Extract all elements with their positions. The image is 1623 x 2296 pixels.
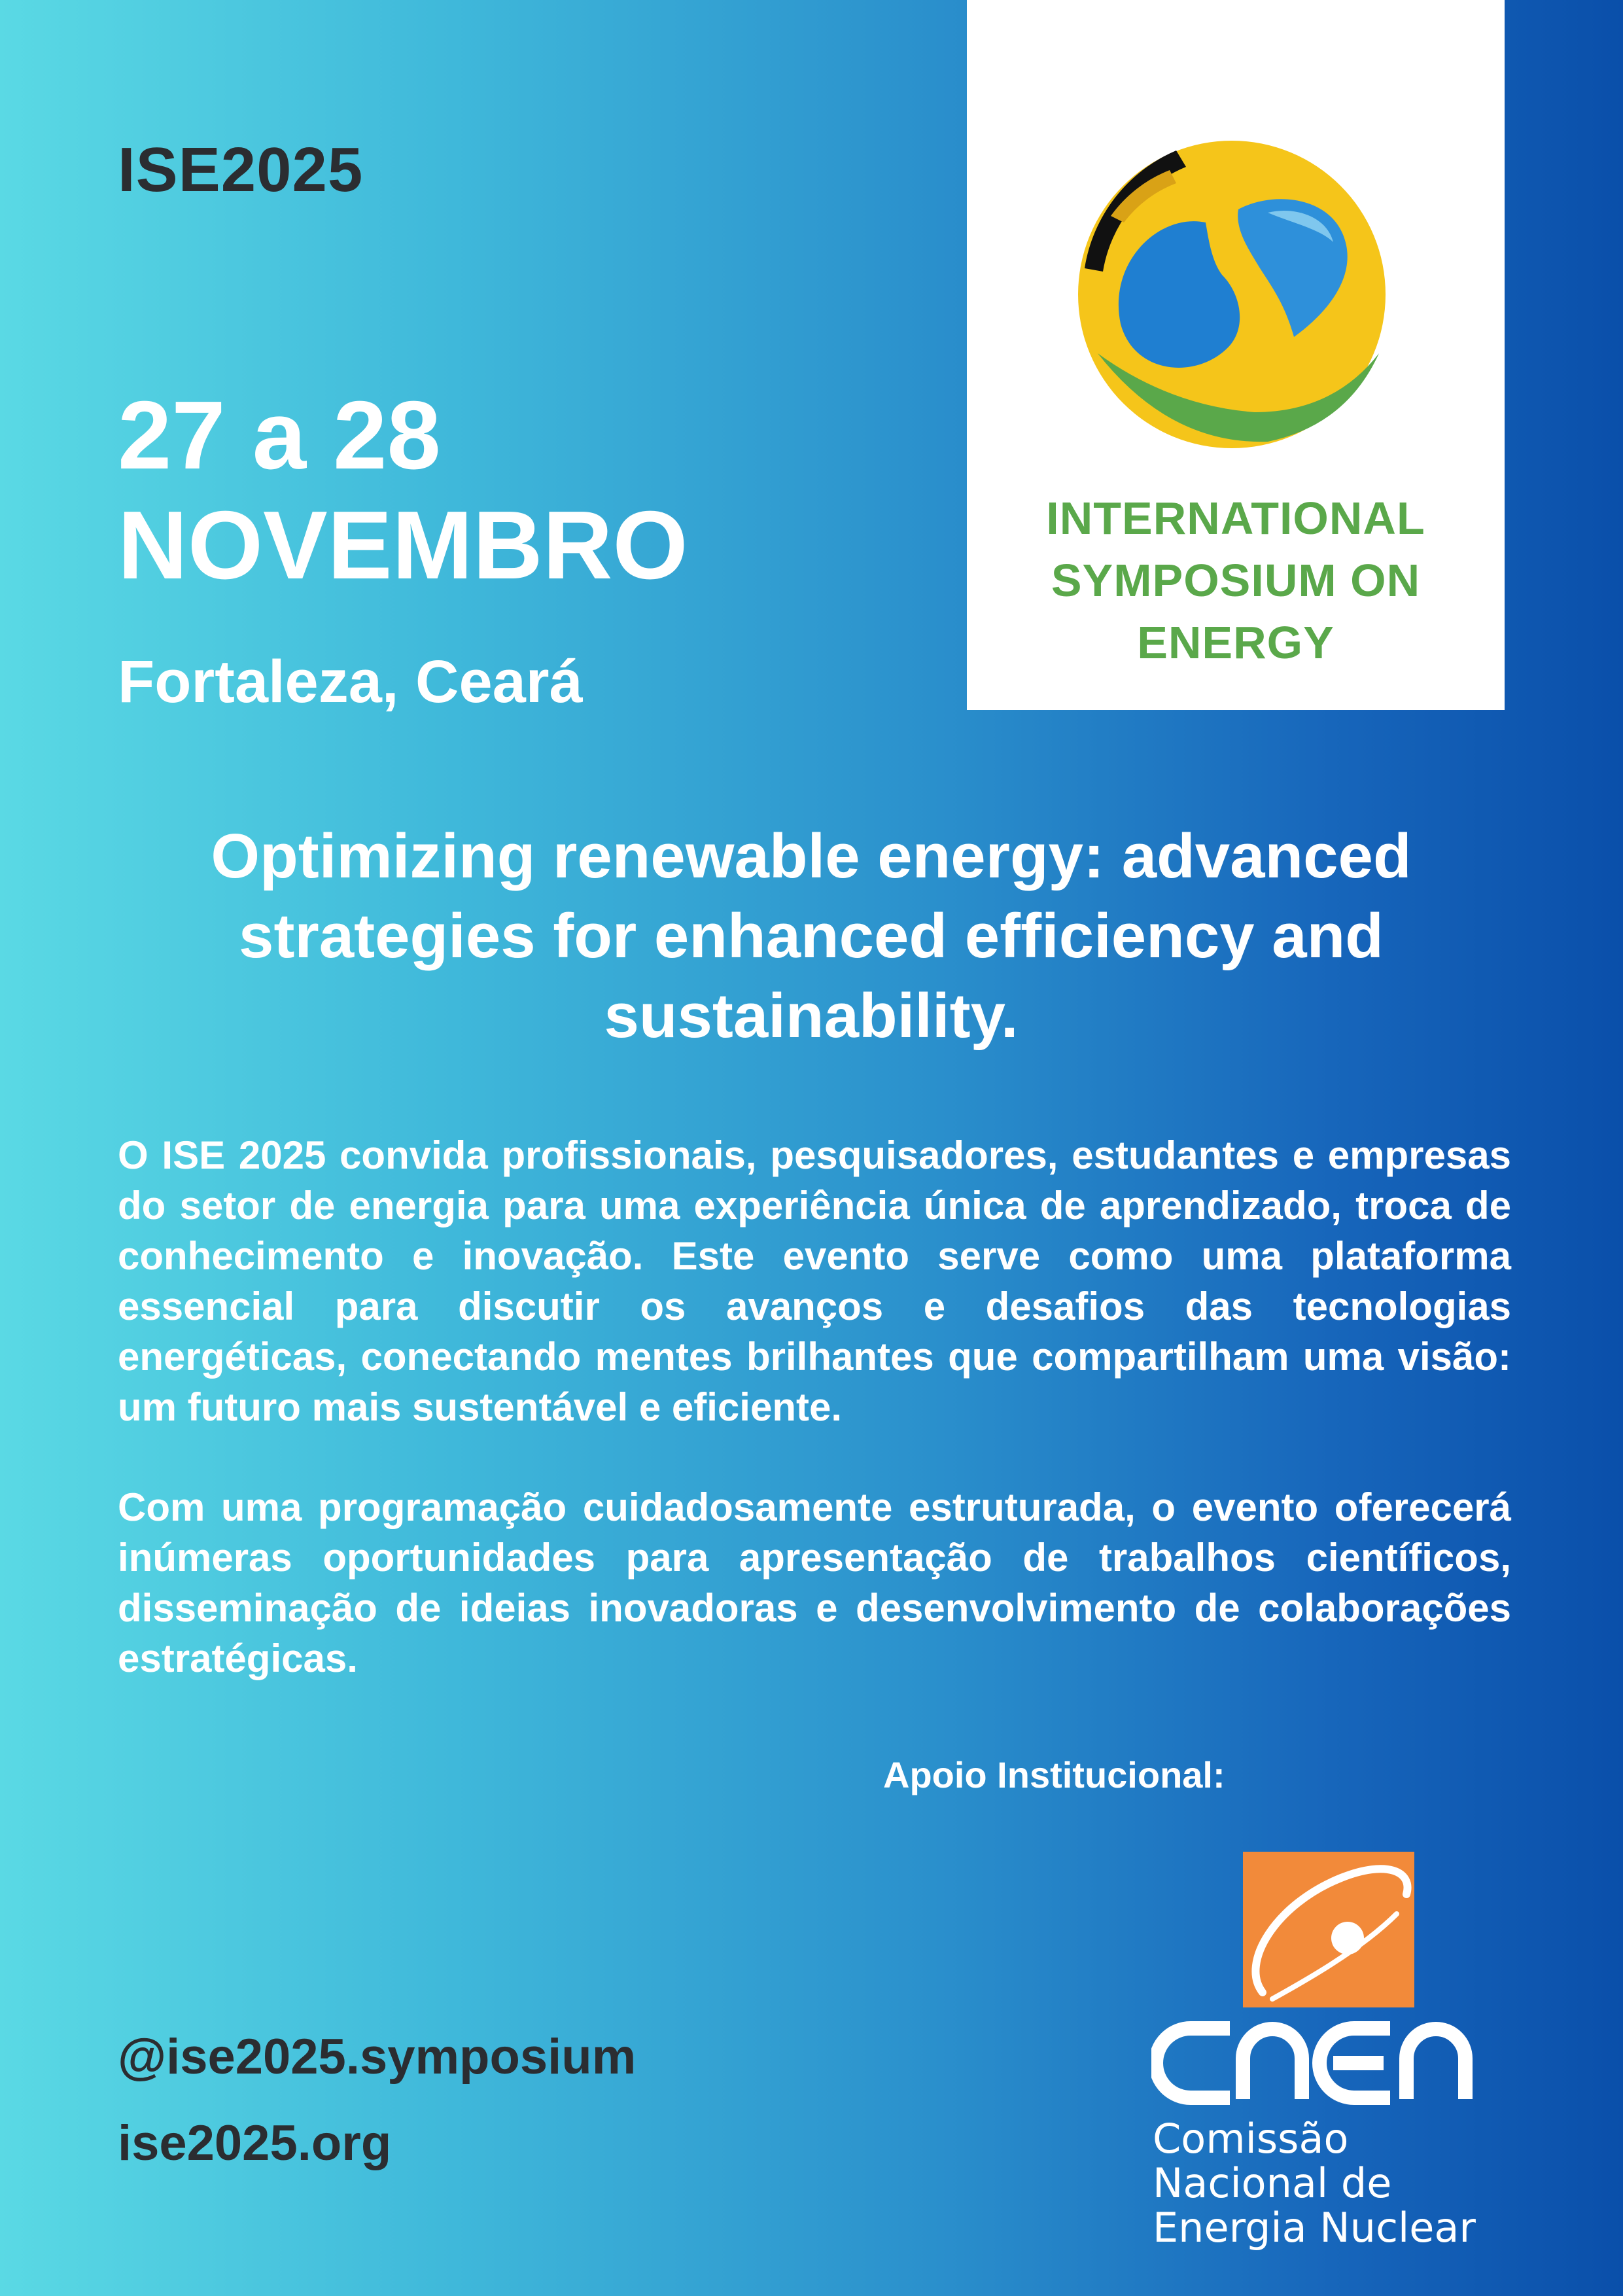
cnen-full-name-text: Comissão Nacional de Energia Nuclear: [1153, 2115, 1476, 2252]
event-code: ISE2025: [118, 135, 364, 205]
cnen-full-name: [1153, 2117, 1519, 2250]
website-link[interactable]: ise2025.org: [118, 2115, 392, 2171]
cnen-wordmark: [1151, 2021, 1508, 2106]
symposium-logo-text: [967, 487, 1505, 674]
event-location: Fortaleza, Ceará: [118, 648, 583, 715]
social-handle[interactable]: @ise2025.symposium: [118, 2029, 637, 2085]
support-label: Apoio Institucional:: [883, 1754, 1225, 1795]
event-dates-text: 27 a 28 NOVEMBRO: [118, 381, 688, 599]
description-paragraph-1: O ISE 2025 convida profissionais, pesquisadores, estudantes e empresas do setor de energia para uma experiência única de aprendizado, troca de conhecimento e inovação. Este evento serve como uma plataforma essencial para discutir os avanços e desafios das tecnologias energéticas, conectando mentes brilhantes que compartilham uma visão: um futuro mais sustentável e eficiente.: [118, 1133, 1511, 1429]
symposium-logo-label: INTERNATIONAL SYMPOSIUM ON ENERGY: [1046, 493, 1425, 668]
symposium-logo-panel: [967, 0, 1505, 710]
event-dates: [118, 381, 805, 601]
description-paragraph-2: Com uma programação cuidadosamente estruturada, o evento oferecerá inúmeras oportunidades para apresentação de trabalhos científicos, disseminação de ideias inovadoras e desenvolvimento de colaborações estratégicas.: [118, 1485, 1511, 1680]
energy-drop-circle-icon: [1072, 137, 1399, 451]
symposium-theme: Optimizing renewable energy: advanced strategies for enhanced efficiency and sustainability.: [211, 821, 1412, 1051]
atom-orbit-icon: [1243, 1852, 1414, 2007]
